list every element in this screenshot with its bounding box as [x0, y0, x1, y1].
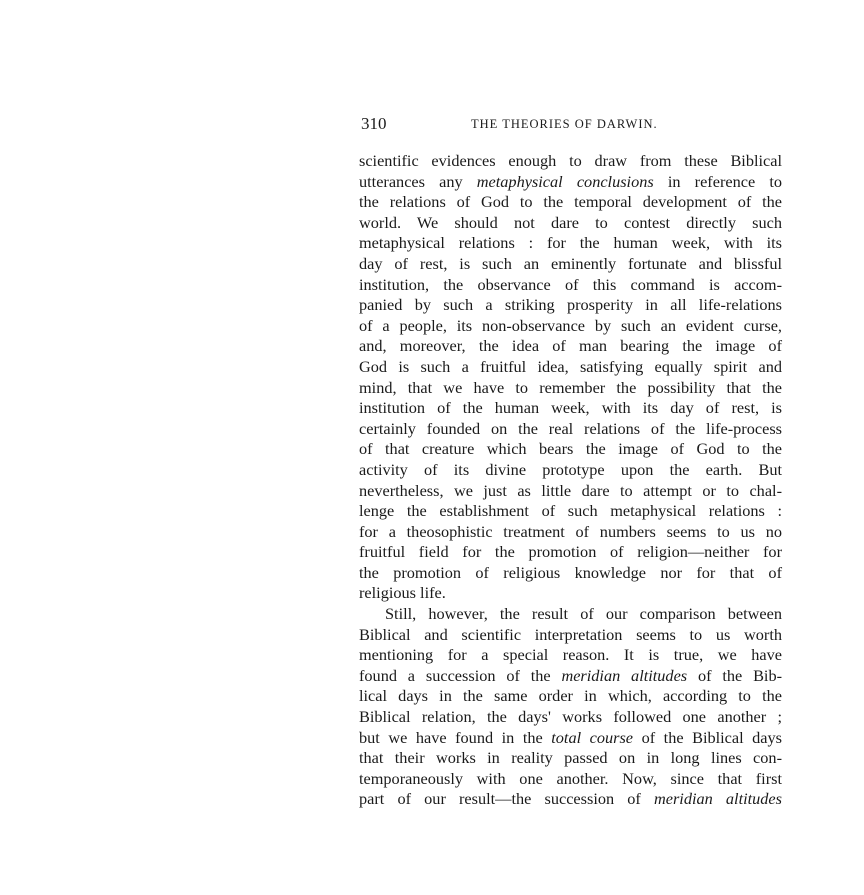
text-line: utterances any metaphysical conclusions in reference to [359, 171, 782, 191]
text-line: but we have found in the total course of the Biblical days [359, 727, 783, 747]
text-line: nevertheless, we just as little dare to attempt or to chal- [359, 480, 782, 500]
italic-phrase: metaphysical conclusions [476, 171, 654, 191]
text-line: of that creature which bears the image of God to the [359, 439, 782, 459]
body-text [359, 151, 782, 810]
italic-phrase: meridian altitudes [561, 665, 688, 685]
text-line: that their works in reality passed on in long lines con- [359, 748, 782, 768]
text-line: certainly founded on the real relations of the life-process [359, 418, 782, 438]
text-line: temporaneously with one another. Now, since that first [359, 768, 782, 788]
text-line: institution, the observance of this command is accom- [359, 274, 782, 294]
text-line: God is such a fruitful idea, satisfying equally spirit and [359, 356, 782, 376]
page-number: 310 [361, 114, 387, 133]
text-line: day of rest, is such an eminently fortunate and blissful [359, 253, 782, 273]
text-line: panied by such a striking prosperity in all life-relations [359, 295, 782, 315]
text-line: institution of the human week, with its day of rest, is [359, 398, 782, 418]
text-line: and, moreover, the idea of man bearing the image of [359, 336, 782, 356]
text-line: Biblical and scientific interpretation seems to us worth [359, 624, 782, 644]
text-line: fruitful field for the promotion of religion—neither for [359, 542, 782, 562]
text-line: scientific evidences enough to draw from these Biblical [359, 151, 782, 170]
page-header [361, 114, 781, 138]
text-line: activity of its divine prototype upon the earth. But [359, 459, 782, 479]
text-line: mind, that we have to remember the possibility that the [359, 377, 782, 397]
running-title: THE THEORIES OF DARWIN. [471, 117, 658, 131]
italic-phrase: total course [551, 727, 634, 747]
text-line: of a people, its non-observance by such an evident curse, [359, 315, 782, 335]
paragraph-start-line: Still, however, the result of our comparison between [385, 604, 782, 624]
text-line: part of our result—the succession of meridian altitudes [359, 789, 782, 809]
text-line: for a theosophistic treatment of numbers seems to us no [359, 521, 782, 541]
text-line: lical days in the same order in which, according to the [359, 686, 782, 706]
italic-phrase: meridian altitudes [653, 789, 782, 809]
text-line: religious life. [359, 583, 446, 603]
text-line: the promotion of religious knowledge nor for that of [359, 562, 782, 582]
text-line: the relations of God to the temporal development of the [359, 192, 782, 212]
text-line: found a succession of the meridian altitudes of the Bib- [359, 665, 783, 685]
text-line: Biblical relation, the days' works followed one another ; [359, 707, 782, 727]
text-line: world. We should not dare to contest directly such [359, 212, 782, 232]
text-line: metaphysical relations : for the human week, with its [359, 233, 782, 253]
text-line: lenge the establishment of such metaphysical relations : [359, 501, 782, 521]
text-line: mentioning for a special reason. It is true, we have [359, 645, 782, 665]
